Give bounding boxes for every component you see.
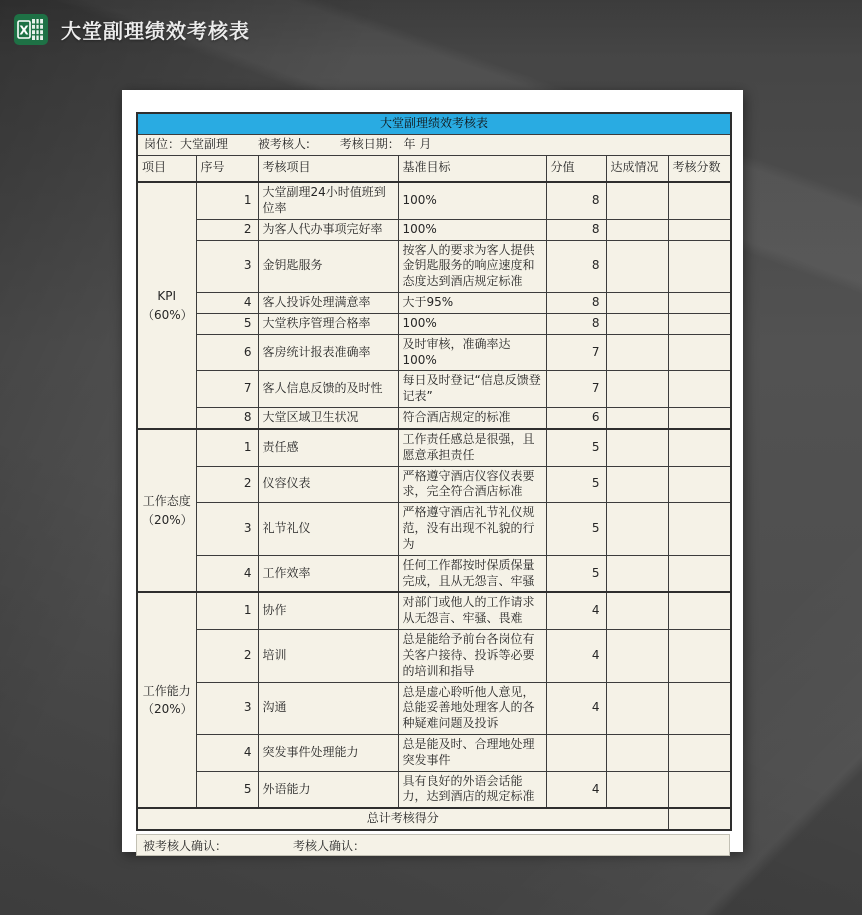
- cell-item: 工作效率: [258, 555, 398, 592]
- position-label: 岗位：大堂副理: [144, 136, 229, 151]
- cell-item: 大堂秩序管理合格率: [258, 313, 398, 334]
- date-label[interactable]: 考核日期： 年 月: [339, 136, 432, 151]
- cell-seq: 3: [196, 503, 258, 555]
- cell-target: 100%: [398, 182, 546, 219]
- excel-icon: [14, 14, 48, 45]
- cell-achieved[interactable]: [606, 182, 668, 219]
- cell-item: 外语能力: [258, 771, 398, 808]
- cell-target: 总是虚心聆听他人意见，总能妥善地处理客人的各种疑难问题及投诉: [398, 682, 546, 734]
- cell-achieved[interactable]: [606, 592, 668, 629]
- cell-score: 5: [546, 555, 606, 592]
- table-row: [137, 735, 731, 772]
- cell-score: 5: [546, 466, 606, 503]
- cell-result[interactable]: [668, 466, 731, 503]
- cell-score: 8: [546, 313, 606, 334]
- cell-seq: 5: [196, 313, 258, 334]
- cell-result[interactable]: [668, 293, 731, 314]
- cell-target: 严格遵守酒店礼节礼仪规范，没有出现不礼貌的行为: [398, 503, 546, 555]
- cell-seq: 7: [196, 371, 258, 408]
- col-header-achievement: 达成情况: [606, 155, 668, 182]
- cell-achieved[interactable]: [606, 313, 668, 334]
- cell-seq: 4: [196, 735, 258, 772]
- cell-achieved[interactable]: [606, 334, 668, 371]
- table-row: [137, 429, 731, 466]
- cell-target: 任何工作都按时保质保量完成，且从无怨言、牢骚: [398, 555, 546, 592]
- col-header-target: 基准目标: [398, 155, 546, 182]
- cell-target: 工作责任感总是很强，且愿意承担责任: [398, 429, 546, 466]
- cell-achieved[interactable]: [606, 555, 668, 592]
- info-row: [137, 134, 731, 155]
- cell-seq: 5: [196, 771, 258, 808]
- cell-seq: 1: [196, 429, 258, 466]
- section-label: 工作态度 （20%）: [137, 429, 196, 592]
- cell-target: 每日及时登记“信息反馈登记表”: [398, 371, 546, 408]
- cell-item: 客房统计报表准确率: [258, 334, 398, 371]
- cell-item: 大堂副理24小时值班到位率: [258, 182, 398, 219]
- cell-item: 培训: [258, 630, 398, 682]
- cell-result[interactable]: [668, 682, 731, 734]
- cell-seq: 4: [196, 293, 258, 314]
- cell-score: 4: [546, 682, 606, 734]
- total-score-cell[interactable]: [668, 808, 731, 830]
- cell-target: 及时审核，准确率达100%: [398, 334, 546, 371]
- assessment-table: [136, 112, 732, 831]
- cell-target: 具有良好的外语会话能力，达到酒店的规定标准: [398, 771, 546, 808]
- cell-seq: 2: [196, 630, 258, 682]
- table-row: [137, 408, 731, 429]
- cell-achieved[interactable]: [606, 371, 668, 408]
- svg-text:X: X: [19, 23, 29, 37]
- cell-score: 7: [546, 334, 606, 371]
- cell-achieved[interactable]: [606, 429, 668, 466]
- cell-item: 客人信息反馈的及时性: [258, 371, 398, 408]
- cell-target: 大于95%: [398, 293, 546, 314]
- cell-achieved[interactable]: [606, 219, 668, 240]
- cell-seq: 3: [196, 682, 258, 734]
- cell-item: 仪容仪表: [258, 466, 398, 503]
- cell-achieved[interactable]: [606, 408, 668, 429]
- table-row: [137, 771, 731, 808]
- cell-score: 8: [546, 293, 606, 314]
- table-row: [137, 682, 731, 734]
- cell-target: 100%: [398, 313, 546, 334]
- cell-result[interactable]: [668, 219, 731, 240]
- cell-score: 6: [546, 408, 606, 429]
- table-row: [137, 334, 731, 371]
- col-header-item: 考核项目: [258, 155, 398, 182]
- cell-item: 礼节礼仪: [258, 503, 398, 555]
- table-row: [137, 293, 731, 314]
- cell-result[interactable]: [668, 371, 731, 408]
- column-header-row: [137, 155, 731, 182]
- cell-score: 8: [546, 219, 606, 240]
- cell-score: 7: [546, 371, 606, 408]
- table-row: [137, 466, 731, 503]
- table-title: 大堂副理绩效考核表: [137, 113, 731, 134]
- cell-score: 5: [546, 429, 606, 466]
- col-header-score: 分值: [546, 155, 606, 182]
- cell-score: 4: [546, 630, 606, 682]
- cell-achieved[interactable]: [606, 240, 668, 292]
- table-row: [137, 630, 731, 682]
- cell-result[interactable]: [668, 771, 731, 808]
- cell-seq: 6: [196, 334, 258, 371]
- cell-seq: 3: [196, 240, 258, 292]
- assessor-confirm-label[interactable]: 考核人确认：: [293, 838, 366, 853]
- cell-item: 沟通: [258, 682, 398, 734]
- cell-result[interactable]: [668, 555, 731, 592]
- cell-achieved[interactable]: [606, 466, 668, 503]
- col-header-result: 考核分数: [668, 155, 731, 182]
- cell-seq: 1: [196, 592, 258, 629]
- cell-result[interactable]: [668, 334, 731, 371]
- cell-result[interactable]: [668, 182, 731, 219]
- section-label: 工作能力 （20%）: [137, 592, 196, 808]
- cell-score: 4: [546, 771, 606, 808]
- cell-item: 责任感: [258, 429, 398, 466]
- cell-item: 大堂区域卫生状况: [258, 408, 398, 429]
- cell-seq: 4: [196, 555, 258, 592]
- cell-result[interactable]: [668, 240, 731, 292]
- cell-target: 对部门或他人的工作请求从无怨言、牢骚、畏难: [398, 592, 546, 629]
- cell-seq: 1: [196, 182, 258, 219]
- cell-target: 100%: [398, 219, 546, 240]
- cell-result[interactable]: [668, 313, 731, 334]
- window-titlebar: [0, 0, 862, 58]
- cell-target: 按客人的要求为客人提供金钥匙服务的响应速度和态度达到酒店规定标准: [398, 240, 546, 292]
- col-header-project: 项目: [137, 155, 196, 182]
- cell-score: 8: [546, 182, 606, 219]
- assessee-label[interactable]: 被考核人:: [257, 136, 310, 151]
- cell-item: 客人投诉处理满意率: [258, 293, 398, 314]
- table-body: [137, 182, 731, 808]
- cell-achieved[interactable]: [606, 682, 668, 734]
- cell-achieved[interactable]: [606, 630, 668, 682]
- cell-result[interactable]: [668, 735, 731, 772]
- total-label: 总计考核得分: [137, 808, 668, 830]
- cell-achieved[interactable]: [606, 771, 668, 808]
- cell-result[interactable]: [668, 630, 731, 682]
- cell-result[interactable]: [668, 503, 731, 555]
- table-title-row: [137, 113, 731, 134]
- cell-seq: 2: [196, 466, 258, 503]
- cell-score: 5: [546, 503, 606, 555]
- total-row: [137, 808, 731, 830]
- cell-result[interactable]: [668, 408, 731, 429]
- cell-result[interactable]: [668, 592, 731, 629]
- cell-item: 为客人代办事项完好率: [258, 219, 398, 240]
- table-row: [137, 555, 731, 592]
- section-label: KPI （60%）: [137, 182, 196, 429]
- table-row: [137, 503, 731, 555]
- cell-seq: 2: [196, 219, 258, 240]
- cell-achieved[interactable]: [606, 293, 668, 314]
- cell-item: 协作: [258, 592, 398, 629]
- cell-seq: 8: [196, 408, 258, 429]
- col-header-index: 序号: [196, 155, 258, 182]
- cell-item: 突发事件处理能力: [258, 735, 398, 772]
- cell-item: 金钥匙服务: [258, 240, 398, 292]
- cell-achieved[interactable]: [606, 735, 668, 772]
- confirm-bar: [136, 834, 730, 856]
- table-row: [137, 313, 731, 334]
- cell-target: 总是能给予前台各岗位有关客户接待、投诉等必要的培训和指导: [398, 630, 546, 682]
- cell-result[interactable]: [668, 429, 731, 466]
- cell-target: 符合酒店规定的标准: [398, 408, 546, 429]
- cell-score: 4: [546, 592, 606, 629]
- assessee-confirm-label[interactable]: 被考核人确认：: [143, 838, 228, 853]
- cell-target: 总是能及时、合理地处理突发事件: [398, 735, 546, 772]
- cell-achieved[interactable]: [606, 503, 668, 555]
- cell-score: [546, 735, 606, 772]
- cell-target: 严格遵守酒店仪容仪表要求，完全符合酒店标准: [398, 466, 546, 503]
- window-title: 大堂副理绩效考核表: [61, 18, 250, 43]
- table-row: [137, 182, 731, 219]
- table-row: [137, 371, 731, 408]
- table-row: [137, 592, 731, 629]
- table-row: [137, 219, 731, 240]
- document-page: [122, 90, 743, 852]
- table-row: [137, 240, 731, 292]
- cell-score: 8: [546, 240, 606, 292]
